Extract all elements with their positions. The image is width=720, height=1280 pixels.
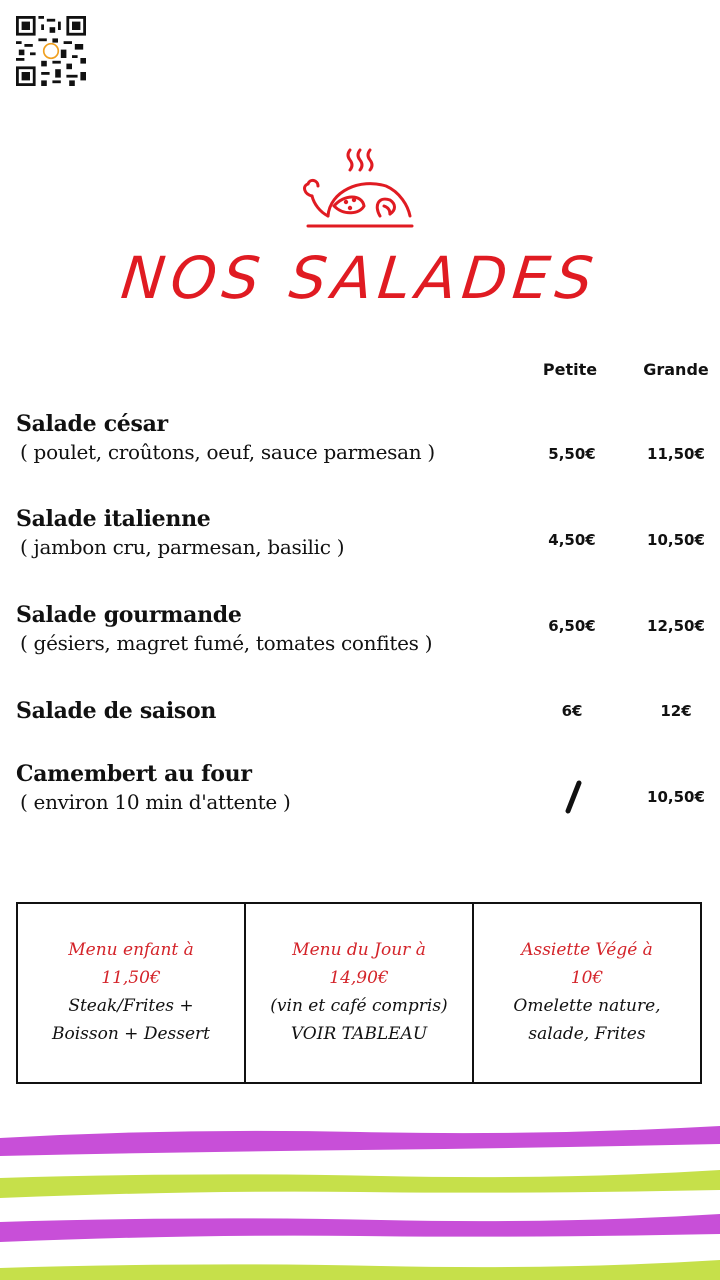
box-menu-du-jour xyxy=(246,904,474,1082)
price-grande: 12€ xyxy=(660,702,692,720)
item-name: Salade de saison xyxy=(16,698,217,724)
price-grande: 12,50€ xyxy=(647,617,705,635)
price-grande: 10,50€ xyxy=(647,788,705,806)
item-description: ( poulet, croûtons, oeuf, sauce parmesan ) xyxy=(20,440,435,464)
price-petite: 4,50€ xyxy=(548,531,596,549)
box-assiette-vege xyxy=(474,904,700,1082)
box-line: (vin et café compris) xyxy=(270,996,448,1016)
price-petite: 6,50€ xyxy=(548,617,596,635)
item-name: Salade césar xyxy=(16,411,168,437)
box-line: Omelette nature, xyxy=(513,996,661,1016)
item-description: ( gésiers, magret fumé, tomates confites ) xyxy=(20,631,433,655)
price-petite: 6€ xyxy=(561,702,583,720)
box-price: 10€ xyxy=(570,968,604,988)
decorative-stripes xyxy=(0,1118,720,1280)
qr-code-icon xyxy=(16,16,86,86)
menu-item-salade-italienne xyxy=(16,505,516,561)
box-menu-enfant xyxy=(18,904,246,1082)
menu-item-salade-gourmande xyxy=(16,601,516,657)
item-name: Camembert au four xyxy=(16,761,252,787)
box-line: Boisson + Dessert xyxy=(51,1024,210,1044)
item-name: Salade italienne xyxy=(16,506,211,532)
item-description: ( jambon cru, parmesan, basilic ) xyxy=(20,535,345,559)
price-petite: 5,50€ xyxy=(548,445,596,463)
menu-item-salade-de-saison xyxy=(16,697,516,725)
menu-item-camembert-au-four xyxy=(16,760,516,816)
item-name: Salade gourmande xyxy=(16,602,242,628)
box-title: Menu enfant à xyxy=(68,940,194,960)
page-title: NOS SALADES xyxy=(117,244,603,312)
menu-formulas xyxy=(16,902,702,1084)
box-price: 11,50€ xyxy=(101,968,161,988)
not-available-slash-icon xyxy=(562,780,584,814)
price-grande: 11,50€ xyxy=(647,445,705,463)
roast-chicken-icon xyxy=(300,146,418,232)
box-title: Assiette Végé à xyxy=(521,940,653,960)
box-line: Steak/Frites + xyxy=(68,996,194,1016)
menu-item-salade-cesar xyxy=(16,410,516,466)
box-title: Menu du Jour à xyxy=(292,940,426,960)
box-price: 14,90€ xyxy=(329,968,389,988)
item-description: ( environ 10 min d'attente ) xyxy=(20,790,291,814)
price-grande: 10,50€ xyxy=(647,531,705,549)
column-header-grande: Grande xyxy=(643,360,709,379)
box-line: VOIR TABLEAU xyxy=(290,1024,428,1044)
box-line: salade, Frites xyxy=(528,1024,646,1044)
column-header-petite: Petite xyxy=(542,360,598,379)
